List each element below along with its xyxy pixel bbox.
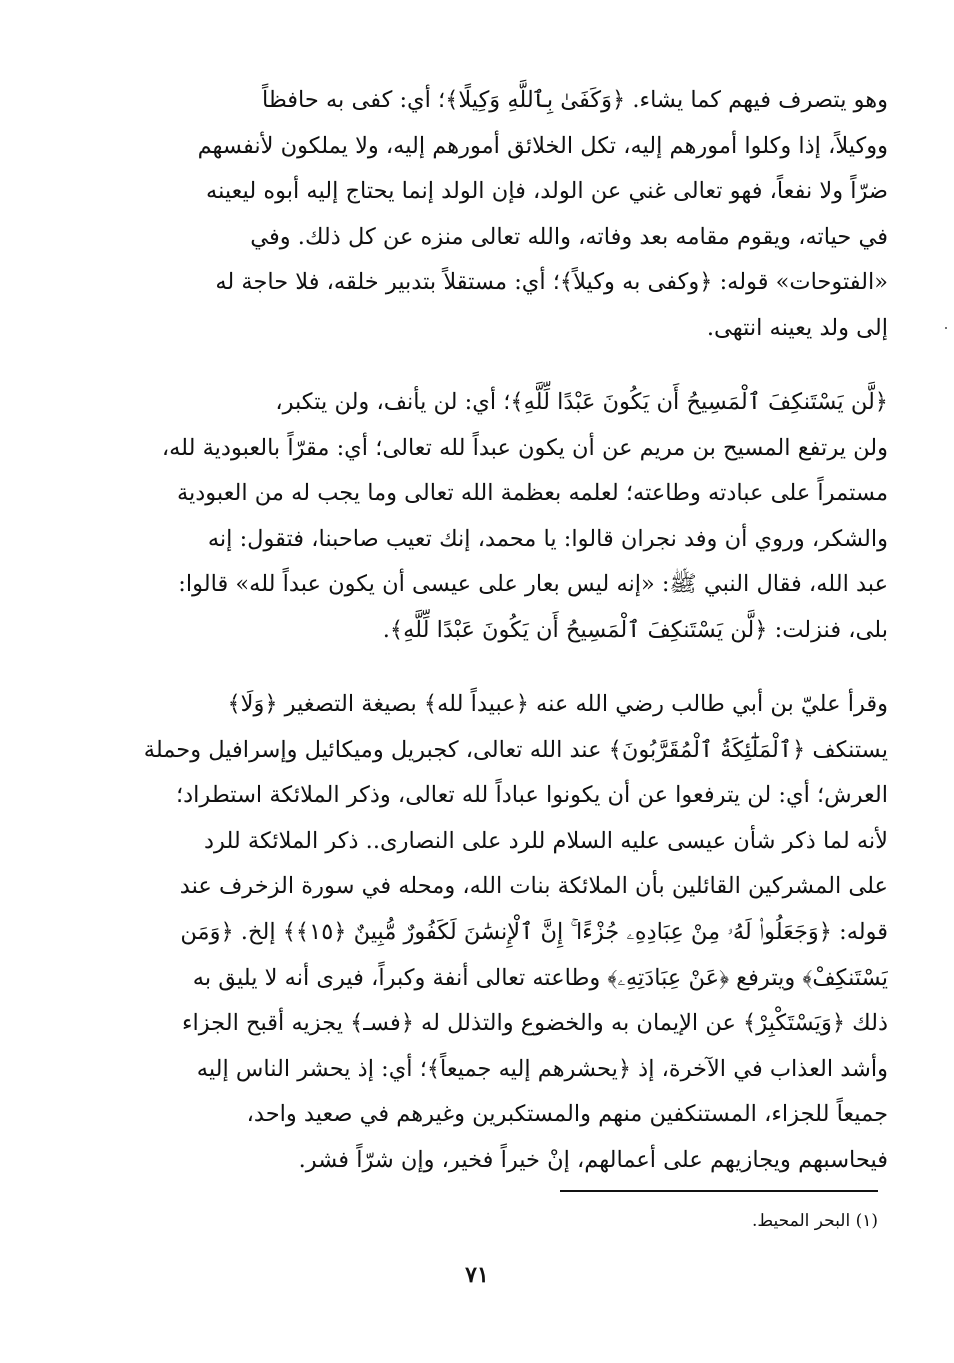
text-line: في حياته، ويقوم مقامه بعد وفاته، والله تعالى منزه عن كل ذلك. وفي bbox=[250, 223, 888, 250]
page-number: ٧١ bbox=[465, 1262, 489, 1288]
text-line: العرش؛ أي: لن يترفعوا عن أن يكونوا عباداً لله تعالى، وذكر الملائكة استطراد؛ bbox=[175, 782, 888, 809]
text-line: عبد الله، فقال النبي ﷺ: «إنه ليس بعار على عيسى أن يكون عبداً لله» قالوا: bbox=[178, 571, 888, 598]
text-line: على المشركين القائلين بأن الملائكة بنات الله، ومحله في سورة الزخرف عند bbox=[179, 873, 888, 900]
paragraph-1 bbox=[108, 78, 888, 352]
text-line: ﴿لَّن يَسْتَنكِفَ ٱلْمَسِيحُ أَن يَكُونَ عَبْدًا لِّلَّهِ﴾؛ أي: لن يأنف، ولن يتكبر، bbox=[275, 389, 888, 415]
text-line: «الفتوحات» قوله: ﴿وكفى به وكيلاً﴾؛ أي: مستقلاً بتدبير خلقه، فلا حاجة له bbox=[215, 269, 888, 296]
text-line: ضرّاً ولا نفعاً، فهو تعالى غني عن الولد، فإن الولد إنما يحتاج إليه أبوه ليعينه bbox=[206, 178, 888, 205]
scan-speck bbox=[945, 327, 947, 329]
text-line: يستنكف ﴿ٱلْمَلَٰٓئِكَةُ ٱلْمُقَرَّبُونَ﴾ عند الله تعالى، كجبريل وميكائيل وإسرافيل وحملة bbox=[143, 736, 888, 763]
text-line: وأشد العذاب في الآخرة، إذ ﴿يحشرهم إليه جميعاً﴾؛ أي: إذ يحشر الناس إليه bbox=[196, 1055, 888, 1082]
text-line: ووكيلاً، إذا وكلوا أمورهم إليه، تكل الخلائق أمورهم إليه، ولا يملكون لأنفسهم bbox=[197, 132, 888, 159]
text-line: وقرأ عليّ بن أبي طالب رضي الله عنه ﴿عبيداً لله﴾ بصيغة التصغير ﴿وَلَا﴾ bbox=[227, 691, 888, 717]
text-line: لأنه لما ذكر شأن عيسى عليه السلام للرد على النصارى.. ذكر الملائكة للرد bbox=[204, 827, 888, 854]
paragraph-3 bbox=[108, 682, 888, 1184]
text-line: مستمراً على عبادته وطاعته؛ لعلمه بعظمة الله تعالى وما يجب له من العبودية bbox=[176, 480, 888, 507]
text-line: فيحاسبهم ويجازيهم على أعمالهم، إنْ خيراً فخير، وإن شرّاً فشر. bbox=[298, 1146, 888, 1173]
text-line: جميعاً للجزاء، المستنكفين منهم والمستكبرين وغيرهم في صعيد واحد، bbox=[246, 1101, 888, 1128]
footnote: (١) البحر المحيط. bbox=[752, 1211, 878, 1231]
text-line: قوله: ﴿وَجَعَلُوا۟ لَهُۥ مِنْ عِبَادِهِۦ جُزْءًا ۚ إِنَّ ٱلْإِنسَٰنَ لَكَفُورٌ مُّبِينٌ ﴿١٥﴾﴾ إلخ. ﴿وَمَن bbox=[180, 918, 888, 945]
text-line: إلى ولد يعينه انتهى. bbox=[706, 314, 888, 341]
text-line: وهو يتصرف فيهم كما يشاء. ﴿وَكَفَىٰ بِٱللَّهِ وَكِيلًا﴾؛ أي: كفى به حافظاً bbox=[261, 87, 888, 113]
paragraph-2 bbox=[108, 380, 888, 654]
text-line: ولن يرتفع المسيح بن مريم عن أن يكون عبداً لله تعالى؛ أي: مقرّاً بالعبودية لله، bbox=[161, 434, 888, 461]
text-line: والشكر، وروي أن وفد نجران قالوا: يا محمد، إنك تعيب صاحبنا، فتقول: إنه bbox=[207, 525, 888, 552]
text-line: بلى، فنزلت: ﴿لَّن يَسْتَنكِفَ ٱلْمَسِيحُ أَن يَكُونَ عَبْدًا لِّلَّهِ﴾. bbox=[382, 616, 888, 643]
text-line: ذلك ﴿وَيَسْتَكْبِرْ﴾ عن الإيمان به والخضوع والتذلل له ﴿فسـ﴾ يجزيه أقبح الجزاء bbox=[181, 1010, 888, 1037]
footnote-divider bbox=[560, 1190, 878, 1192]
text-line: يَسْتَنكِفْ﴾ ويترفع ﴿عَنْ عِبَادَتِهِۦ﴾ وطاعته تعالى أنفة وكبراً، فيرى أنه لا يليق به bbox=[192, 964, 888, 991]
